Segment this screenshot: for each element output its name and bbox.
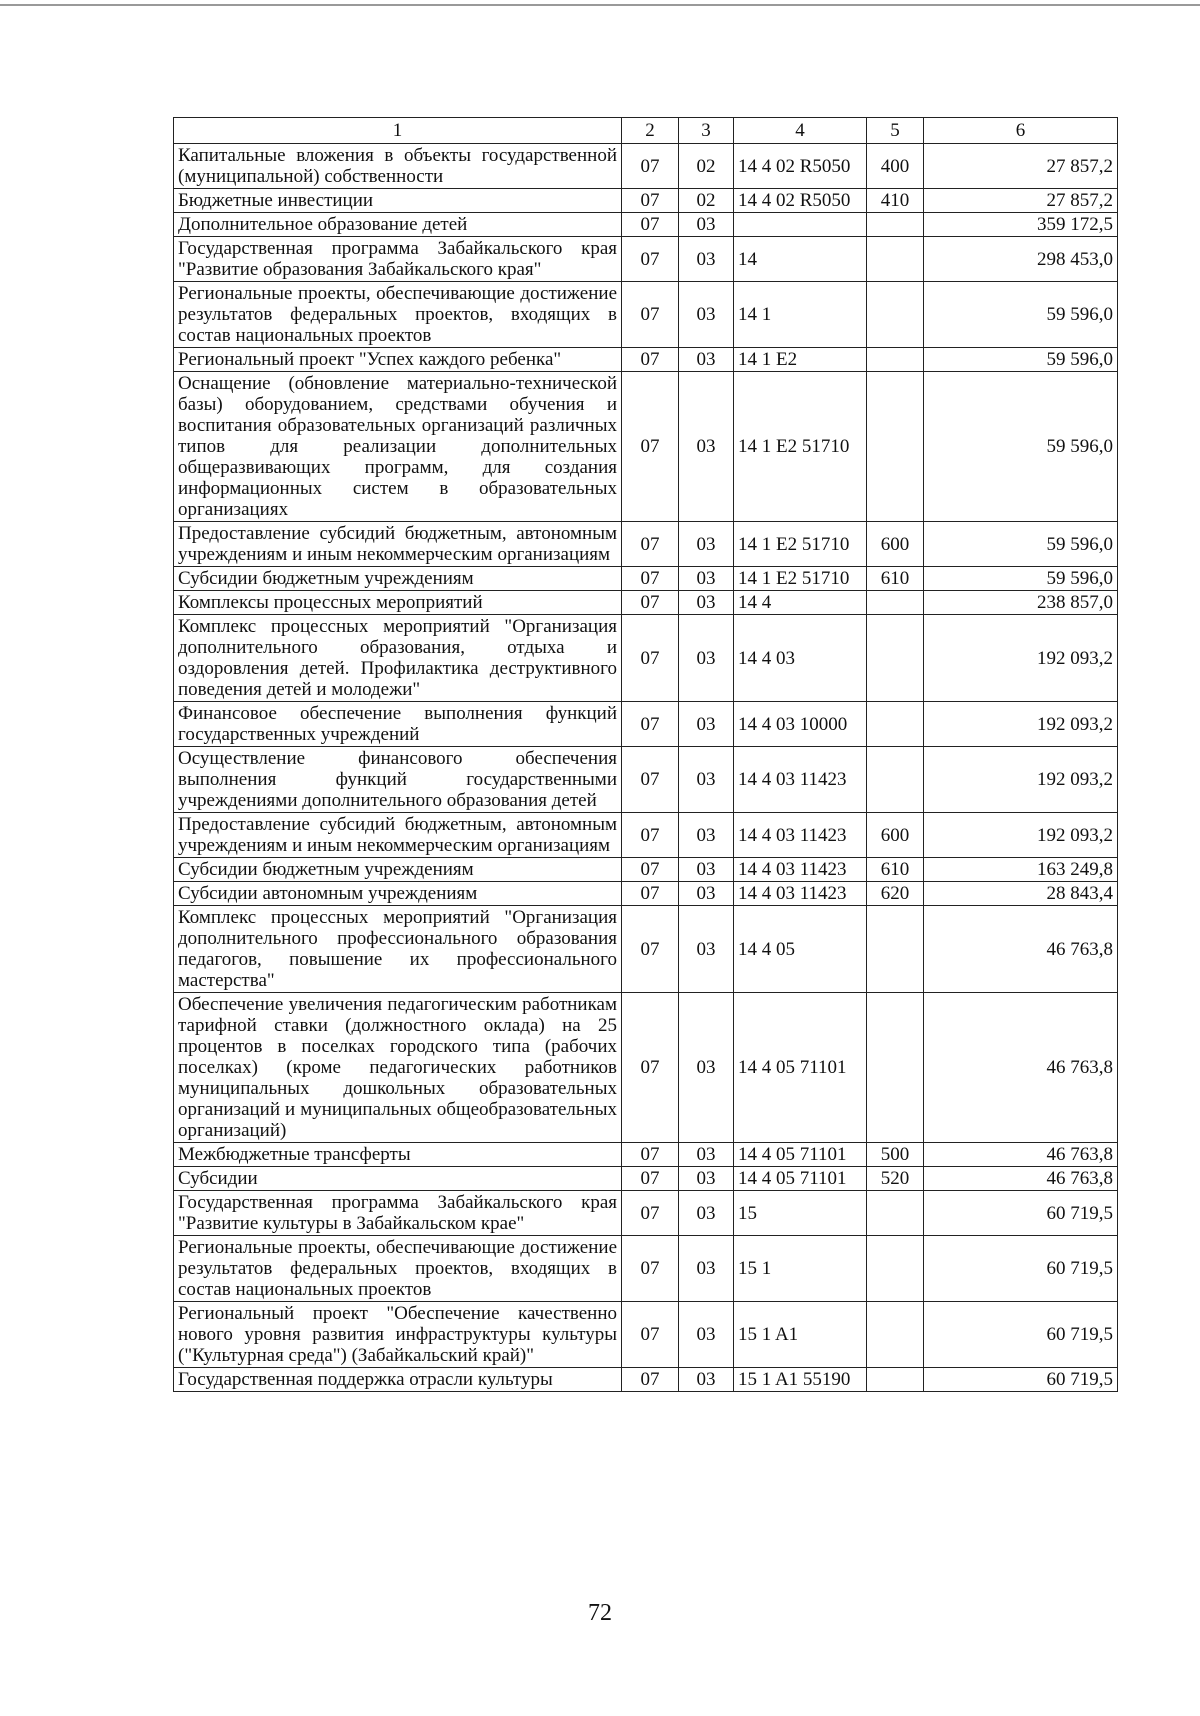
target-article-cell: 14 4 02 R5050	[734, 189, 867, 213]
table-row	[174, 282, 1118, 348]
expense-name-cell: Финансовое обеспечение выполнения функций государственных учреждений	[174, 702, 622, 747]
expense-name-cell: Бюджетные инвестиции	[174, 189, 622, 213]
table-row	[174, 1167, 1118, 1191]
target-article-cell: 14 1 E2	[734, 348, 867, 372]
table-row	[174, 348, 1118, 372]
expense-type-cell	[867, 213, 924, 237]
expense-name-cell: Субсидии бюджетным учреждениям	[174, 567, 622, 591]
amount-cell: 60 719,5	[924, 1368, 1118, 1392]
expense-type-cell	[867, 1368, 924, 1392]
amount-cell: 192 093,2	[924, 813, 1118, 858]
section-code-cell: 07	[622, 615, 679, 702]
target-article-cell: 14 4 03 11423	[734, 813, 867, 858]
expense-name-cell: Капитальные вложения в объекты государственной (муниципальной) собственности	[174, 144, 622, 189]
table-row	[174, 882, 1118, 906]
column-number-row	[174, 118, 1118, 144]
amount-cell: 298 453,0	[924, 237, 1118, 282]
expense-type-cell	[867, 1191, 924, 1236]
amount-cell: 46 763,8	[924, 993, 1118, 1143]
amount-cell: 46 763,8	[924, 1167, 1118, 1191]
target-article-cell: 14 4 03 11423	[734, 747, 867, 813]
expense-name-cell: Субсидии	[174, 1167, 622, 1191]
expense-name-cell: Субсидии автономным учреждениям	[174, 882, 622, 906]
subsection-code-cell: 02	[679, 144, 734, 189]
expense-type-cell: 600	[867, 522, 924, 567]
expense-name-cell: Региональный проект "Успех каждого ребенка"	[174, 348, 622, 372]
expense-name-cell: Государственная программа Забайкальского края "Развитие образования Забайкальского края"	[174, 237, 622, 282]
expense-type-cell	[867, 1236, 924, 1302]
expense-name-cell: Государственная программа Забайкальского края "Развитие культуры в Забайкальском крае"	[174, 1191, 622, 1236]
target-article-cell: 15 1	[734, 1236, 867, 1302]
expense-type-cell	[867, 591, 924, 615]
expense-type-cell	[867, 906, 924, 993]
expense-name-cell: Предоставление субсидий бюджетным, автономным учреждениям и иным некоммерческим организациям	[174, 813, 622, 858]
target-article-cell: 14 4 02 R5050	[734, 144, 867, 189]
section-code-cell: 07	[622, 213, 679, 237]
section-code-cell: 07	[622, 1143, 679, 1167]
subsection-code-cell: 03	[679, 702, 734, 747]
table-row	[174, 906, 1118, 993]
amount-cell: 27 857,2	[924, 189, 1118, 213]
section-code-cell: 07	[622, 702, 679, 747]
amount-cell: 27 857,2	[924, 144, 1118, 189]
section-code-cell: 07	[622, 1167, 679, 1191]
target-article-cell: 14 4 05 71101	[734, 1143, 867, 1167]
expense-type-cell: 600	[867, 813, 924, 858]
amount-cell: 359 172,5	[924, 213, 1118, 237]
amount-cell: 28 843,4	[924, 882, 1118, 906]
amount-cell: 46 763,8	[924, 906, 1118, 993]
subsection-code-cell: 03	[679, 237, 734, 282]
target-article-cell: 14 4 03 11423	[734, 858, 867, 882]
expense-name-cell: Региональный проект "Обеспечение качественно нового уровня развития инфраструктуры культуры ("Культурная среда") (Забайкальский край)"	[174, 1302, 622, 1368]
subsection-code-cell: 03	[679, 282, 734, 348]
expense-type-cell: 400	[867, 144, 924, 189]
target-article-cell: 14 1 E2 51710	[734, 522, 867, 567]
expense-name-cell: Региональные проекты, обеспечивающие достижение результатов федеральных проектов, входящих в состав национальных проектов	[174, 282, 622, 348]
column-number: 2	[622, 118, 679, 144]
target-article-cell: 14 4 03 10000	[734, 702, 867, 747]
column-number: 1	[174, 118, 622, 144]
expense-type-cell	[867, 615, 924, 702]
expense-name-cell: Государственная поддержка отрасли культуры	[174, 1368, 622, 1392]
target-article-cell: 14 4 05 71101	[734, 993, 867, 1143]
column-number: 5	[867, 118, 924, 144]
amount-cell: 192 093,2	[924, 747, 1118, 813]
subsection-code-cell: 03	[679, 372, 734, 522]
expense-type-cell	[867, 372, 924, 522]
amount-cell: 59 596,0	[924, 282, 1118, 348]
table-row	[174, 1191, 1118, 1236]
target-article-cell: 14 1	[734, 282, 867, 348]
subsection-code-cell: 03	[679, 213, 734, 237]
amount-cell: 59 596,0	[924, 522, 1118, 567]
table-row	[174, 993, 1118, 1143]
subsection-code-cell: 03	[679, 1236, 734, 1302]
section-code-cell: 07	[622, 591, 679, 615]
table-row	[174, 702, 1118, 747]
table-row	[174, 1143, 1118, 1167]
section-code-cell: 07	[622, 372, 679, 522]
target-article-cell: 14 4	[734, 591, 867, 615]
section-code-cell: 07	[622, 882, 679, 906]
subsection-code-cell: 02	[679, 189, 734, 213]
amount-cell: 60 719,5	[924, 1302, 1118, 1368]
target-article-cell: 14 4 03 11423	[734, 882, 867, 906]
table-row	[174, 858, 1118, 882]
expense-name-cell: Предоставление субсидий бюджетным, автономным учреждениям и иным некоммерческим организациям	[174, 522, 622, 567]
budget-table-body	[174, 118, 1118, 1392]
expense-type-cell: 410	[867, 189, 924, 213]
expense-type-cell	[867, 747, 924, 813]
section-code-cell: 07	[622, 189, 679, 213]
target-article-cell: 14	[734, 237, 867, 282]
section-code-cell: 07	[622, 1368, 679, 1392]
target-article-cell: 15	[734, 1191, 867, 1236]
section-code-cell: 07	[622, 858, 679, 882]
table-row	[174, 144, 1118, 189]
target-article-cell: 14 4 03	[734, 615, 867, 702]
table-row	[174, 615, 1118, 702]
subsection-code-cell: 03	[679, 348, 734, 372]
section-code-cell: 07	[622, 282, 679, 348]
column-number: 4	[734, 118, 867, 144]
expense-name-cell: Комплекс процессных мероприятий "Организация дополнительного профессионального образования педагогов, повышение их профессионального мастерства"	[174, 906, 622, 993]
table-row	[174, 813, 1118, 858]
section-code-cell: 07	[622, 813, 679, 858]
subsection-code-cell: 03	[679, 591, 734, 615]
section-code-cell: 07	[622, 906, 679, 993]
target-article-cell: 14 1 E2 51710	[734, 567, 867, 591]
page-number: 72	[588, 1600, 612, 1626]
table-row	[174, 1236, 1118, 1302]
amount-cell: 60 719,5	[924, 1191, 1118, 1236]
expense-type-cell: 610	[867, 567, 924, 591]
table-row	[174, 372, 1118, 522]
expense-type-cell	[867, 1302, 924, 1368]
subsection-code-cell: 03	[679, 993, 734, 1143]
subsection-code-cell: 03	[679, 1302, 734, 1368]
table-row	[174, 567, 1118, 591]
expense-type-cell: 500	[867, 1143, 924, 1167]
amount-cell: 192 093,2	[924, 702, 1118, 747]
amount-cell: 59 596,0	[924, 372, 1118, 522]
section-code-cell: 07	[622, 1302, 679, 1368]
budget-table	[173, 117, 1118, 1392]
section-code-cell: 07	[622, 747, 679, 813]
table-row	[174, 1302, 1118, 1368]
amount-cell: 59 596,0	[924, 348, 1118, 372]
expense-name-cell: Комплекс процессных мероприятий "Организация дополнительного образования, отдыха и оздоровления детей. Профилактика деструктивного поведения детей и молодежи"	[174, 615, 622, 702]
target-article-cell: 15 1 A1	[734, 1302, 867, 1368]
subsection-code-cell: 03	[679, 567, 734, 591]
subsection-code-cell: 03	[679, 906, 734, 993]
section-code-cell: 07	[622, 1236, 679, 1302]
subsection-code-cell: 03	[679, 747, 734, 813]
expense-type-cell: 610	[867, 858, 924, 882]
subsection-code-cell: 03	[679, 1143, 734, 1167]
section-code-cell: 07	[622, 144, 679, 189]
expense-name-cell: Оснащение (обновление материально-технической базы) оборудованием, средствами обучения и воспитания образовательных организаций различных типов для реализации дополнительных общеразвивающих программ, для создания информационных систем в образовательных организациях	[174, 372, 622, 522]
target-article-cell: 14 4 05	[734, 906, 867, 993]
amount-cell: 192 093,2	[924, 615, 1118, 702]
subsection-code-cell: 03	[679, 615, 734, 702]
expense-name-cell: Субсидии бюджетным учреждениям	[174, 858, 622, 882]
subsection-code-cell: 03	[679, 1167, 734, 1191]
expense-type-cell	[867, 348, 924, 372]
expense-type-cell: 620	[867, 882, 924, 906]
amount-cell: 238 857,0	[924, 591, 1118, 615]
expense-type-cell	[867, 282, 924, 348]
column-number: 6	[924, 118, 1118, 144]
subsection-code-cell: 03	[679, 882, 734, 906]
subsection-code-cell: 03	[679, 522, 734, 567]
target-article-cell	[734, 213, 867, 237]
amount-cell: 163 249,8	[924, 858, 1118, 882]
expense-name-cell: Комплексы процессных мероприятий	[174, 591, 622, 615]
expense-type-cell: 520	[867, 1167, 924, 1191]
table-row	[174, 747, 1118, 813]
table-row	[174, 1368, 1118, 1392]
amount-cell: 46 763,8	[924, 1143, 1118, 1167]
section-code-cell: 07	[622, 993, 679, 1143]
table-row	[174, 189, 1118, 213]
table-row	[174, 237, 1118, 282]
subsection-code-cell: 03	[679, 1368, 734, 1392]
expense-name-cell: Осуществление финансового обеспечения выполнения функций государственными учреждениями дополнительного образования детей	[174, 747, 622, 813]
expense-type-cell	[867, 993, 924, 1143]
table-row	[174, 591, 1118, 615]
expense-name-cell: Дополнительное образование детей	[174, 213, 622, 237]
section-code-cell: 07	[622, 237, 679, 282]
amount-cell: 59 596,0	[924, 567, 1118, 591]
table-row	[174, 522, 1118, 567]
column-number: 3	[679, 118, 734, 144]
target-article-cell: 15 1 A1 55190	[734, 1368, 867, 1392]
section-code-cell: 07	[622, 567, 679, 591]
target-article-cell: 14 4 05 71101	[734, 1167, 867, 1191]
expense-type-cell	[867, 237, 924, 282]
expense-name-cell: Межбюджетные трансферты	[174, 1143, 622, 1167]
table-row	[174, 213, 1118, 237]
document-page	[173, 117, 1117, 1392]
subsection-code-cell: 03	[679, 1191, 734, 1236]
expense-type-cell	[867, 702, 924, 747]
section-code-cell: 07	[622, 1191, 679, 1236]
subsection-code-cell: 03	[679, 858, 734, 882]
target-article-cell: 14 1 E2 51710	[734, 372, 867, 522]
expense-name-cell: Обеспечение увеличения педагогическим работникам тарифной ставки (должностного оклада) на 25 процентов в поселках городского типа (рабочих поселках) (кроме педагогических работников муниципальных дошкольных образовательных организаций и муниципальных общеобразовательных организаций)	[174, 993, 622, 1143]
section-code-cell: 07	[622, 522, 679, 567]
subsection-code-cell: 03	[679, 813, 734, 858]
scan-border-line	[0, 4, 1200, 6]
expense-name-cell: Региональные проекты, обеспечивающие достижение результатов федеральных проектов, входящих в состав национальных проектов	[174, 1236, 622, 1302]
section-code-cell: 07	[622, 348, 679, 372]
amount-cell: 60 719,5	[924, 1236, 1118, 1302]
